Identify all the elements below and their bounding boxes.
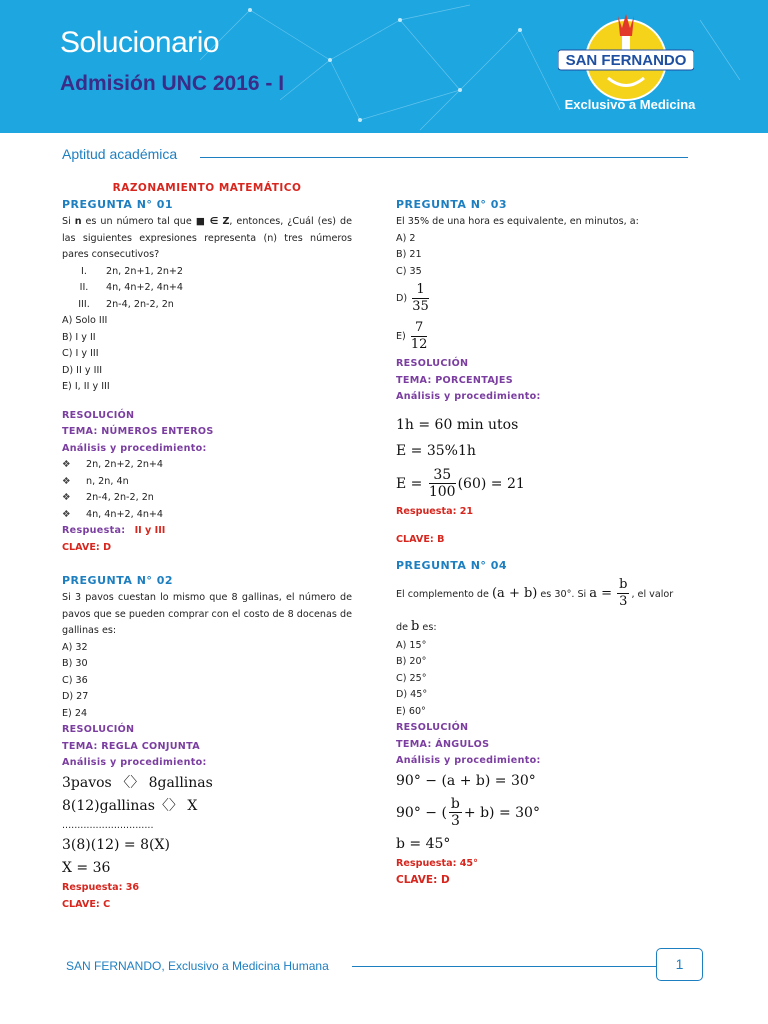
question-02-title: PREGUNTA N° 02 (62, 574, 174, 587)
clave: CLAVE: D (62, 541, 112, 553)
question-03-title: PREGUNTA N° 03 (396, 198, 508, 211)
option-fraction: E) $\frac{7}{12}$ (396, 319, 428, 352)
option: A) 32 (62, 641, 88, 653)
question-04-text: El complemento de (a + b) es 30°. Si a = $\frac{b}{3}$ , el valor (396, 577, 674, 609)
diamond-bullet-icon: ❖ (62, 508, 71, 520)
respuesta: Respuesta: II y III (62, 525, 166, 536)
tema-label: TEMA: REGLA CONJUNTA (62, 740, 200, 752)
question-02-text: Si 3 pavos cuestan lo mismo que 8 gallinas, el número de pavos que se pueden comprar con el costo de 8 docenas de gallinas es: (62, 592, 352, 636)
block-title: RAZONAMIENTO MATEMÁTICO (112, 182, 302, 194)
header-banner (0, 0, 768, 133)
option: D) 27 (62, 691, 89, 702)
equation: 90° − (a + b) = 30° (396, 772, 536, 789)
option: E) I, II y III (62, 381, 110, 392)
equation: E = $\frac{35}{100}$ (60) = 21 (396, 467, 525, 500)
option: B) 30 (62, 658, 88, 669)
footer-divider (352, 966, 656, 967)
respuesta: Respuesta: 36 (62, 882, 140, 893)
square-icon: ■ (195, 216, 206, 227)
option: A) Solo III (62, 315, 108, 326)
diamond-bullet-icon: ❖ (62, 492, 71, 503)
option: B) 20° (396, 656, 427, 667)
option: C) 25° (396, 672, 427, 684)
equation: X = 36 (62, 860, 111, 876)
resolucion-label: RESOLUCIÓN (396, 358, 469, 369)
equation: 8(12)gallinas〈〉 X (62, 797, 198, 814)
question-04-text-cont: de b es: (396, 618, 437, 634)
footer-text: SAN FERNANDO, Exclusivo a Medicina Humana (66, 959, 329, 973)
diamond-bullet-icon: ❖ (62, 459, 71, 470)
diamond-bullet-icon: ❖ (62, 475, 71, 487)
equation: 3pavos 〈〉 8gallinas (62, 774, 213, 791)
clave: CLAVE: D (396, 874, 450, 886)
option-fraction: D) $\frac{1}{35}$ (396, 281, 429, 314)
option: C) I y III (62, 348, 99, 359)
equation: 90° − ( $\frac{b}{3}$ + b) = 30° (396, 796, 540, 829)
section-title: Aptitud académica (62, 146, 178, 162)
question-01-text: Si n es un número tal que ■ ∈ Z, entonces, ¿Cuál (es) de las siguientes expresiones representa (n) tres números pares consecutivos? (62, 216, 352, 260)
question-03-text: El 35% de una hora es equivalente, en minutos, a: (396, 216, 639, 227)
option: C) 36 (62, 674, 88, 686)
question-01-title: PREGUNTA N° 01 (62, 198, 174, 211)
section-divider (200, 157, 688, 158)
option: E) 24 (62, 707, 88, 719)
option: D) II y III (62, 364, 103, 376)
tema-label: TEMA: NÚMEROS ENTEROS (62, 426, 214, 437)
tema-label: TEMA: ÁNGULOS (396, 738, 490, 750)
analisis-label: Análisis y procedimiento: (396, 755, 541, 766)
resolucion-label: RESOLUCIÓN (396, 722, 469, 733)
tema-label: TEMA: PORCENTAJES (396, 374, 513, 386)
option: B) 21 (396, 249, 422, 260)
respuesta: Respuesta: 45° (396, 857, 478, 869)
bullet-item: ❖ 2n, 2n+2, 2n+4 (62, 457, 352, 474)
bullet-item: ❖ 4n, 4n+2, 4n+4 (62, 507, 352, 524)
tagline: Exclusivo a Medicina (564, 97, 696, 112)
right-column (396, 198, 716, 889)
clave: CLAVE: B (396, 534, 445, 545)
option: B) I y II (62, 331, 96, 343)
option: A) 2 (396, 232, 416, 244)
respuesta: Respuesta: 21 (396, 505, 474, 517)
document-title: Solucionario (60, 26, 220, 59)
bullet-item: ❖ 2n-4, 2n-2, 2n (62, 490, 352, 507)
equation: 3(8)(12) = 8(X) (62, 837, 170, 853)
question-04-title: PREGUNTA N° 04 (396, 558, 508, 572)
roman-item: I. 2n, 2n+1, 2n+2 (81, 265, 184, 277)
option: A) 15° (396, 639, 427, 651)
equation: 1h = 60 min utos (396, 416, 519, 433)
analisis-label: Análisis y procedimiento: (396, 391, 541, 402)
dotted-separator: .............................. (62, 819, 154, 831)
page-number: 1 (656, 948, 703, 981)
roman-item: III. 2n-4, 2n-2, 2n (78, 298, 174, 310)
analisis-label: Análisis y procedimiento: (62, 757, 207, 768)
analisis-label: Análisis y procedimiento: (62, 442, 207, 454)
resolucion-label: RESOLUCIÓN (62, 724, 135, 735)
clave: CLAVE: C (62, 898, 111, 910)
logo-text: SAN FERNANDO (565, 52, 687, 69)
option: E) 60° (396, 705, 426, 717)
san-fernando-logo (558, 8, 694, 103)
document-subtitle: Admisión UNC 2016 - I (60, 72, 285, 95)
left-column (62, 182, 352, 913)
roman-item: II. 4n, 4n+2, 4n+4 (79, 282, 184, 293)
equation: E = 35%1h (396, 442, 476, 459)
equation: b = 45° (396, 835, 451, 852)
bullet-item: ❖ n, 2n, 4n (62, 474, 352, 491)
option: C) 35 (396, 265, 422, 277)
resolucion-label: RESOLUCIÓN (62, 409, 135, 421)
option: D) 45° (396, 689, 428, 700)
